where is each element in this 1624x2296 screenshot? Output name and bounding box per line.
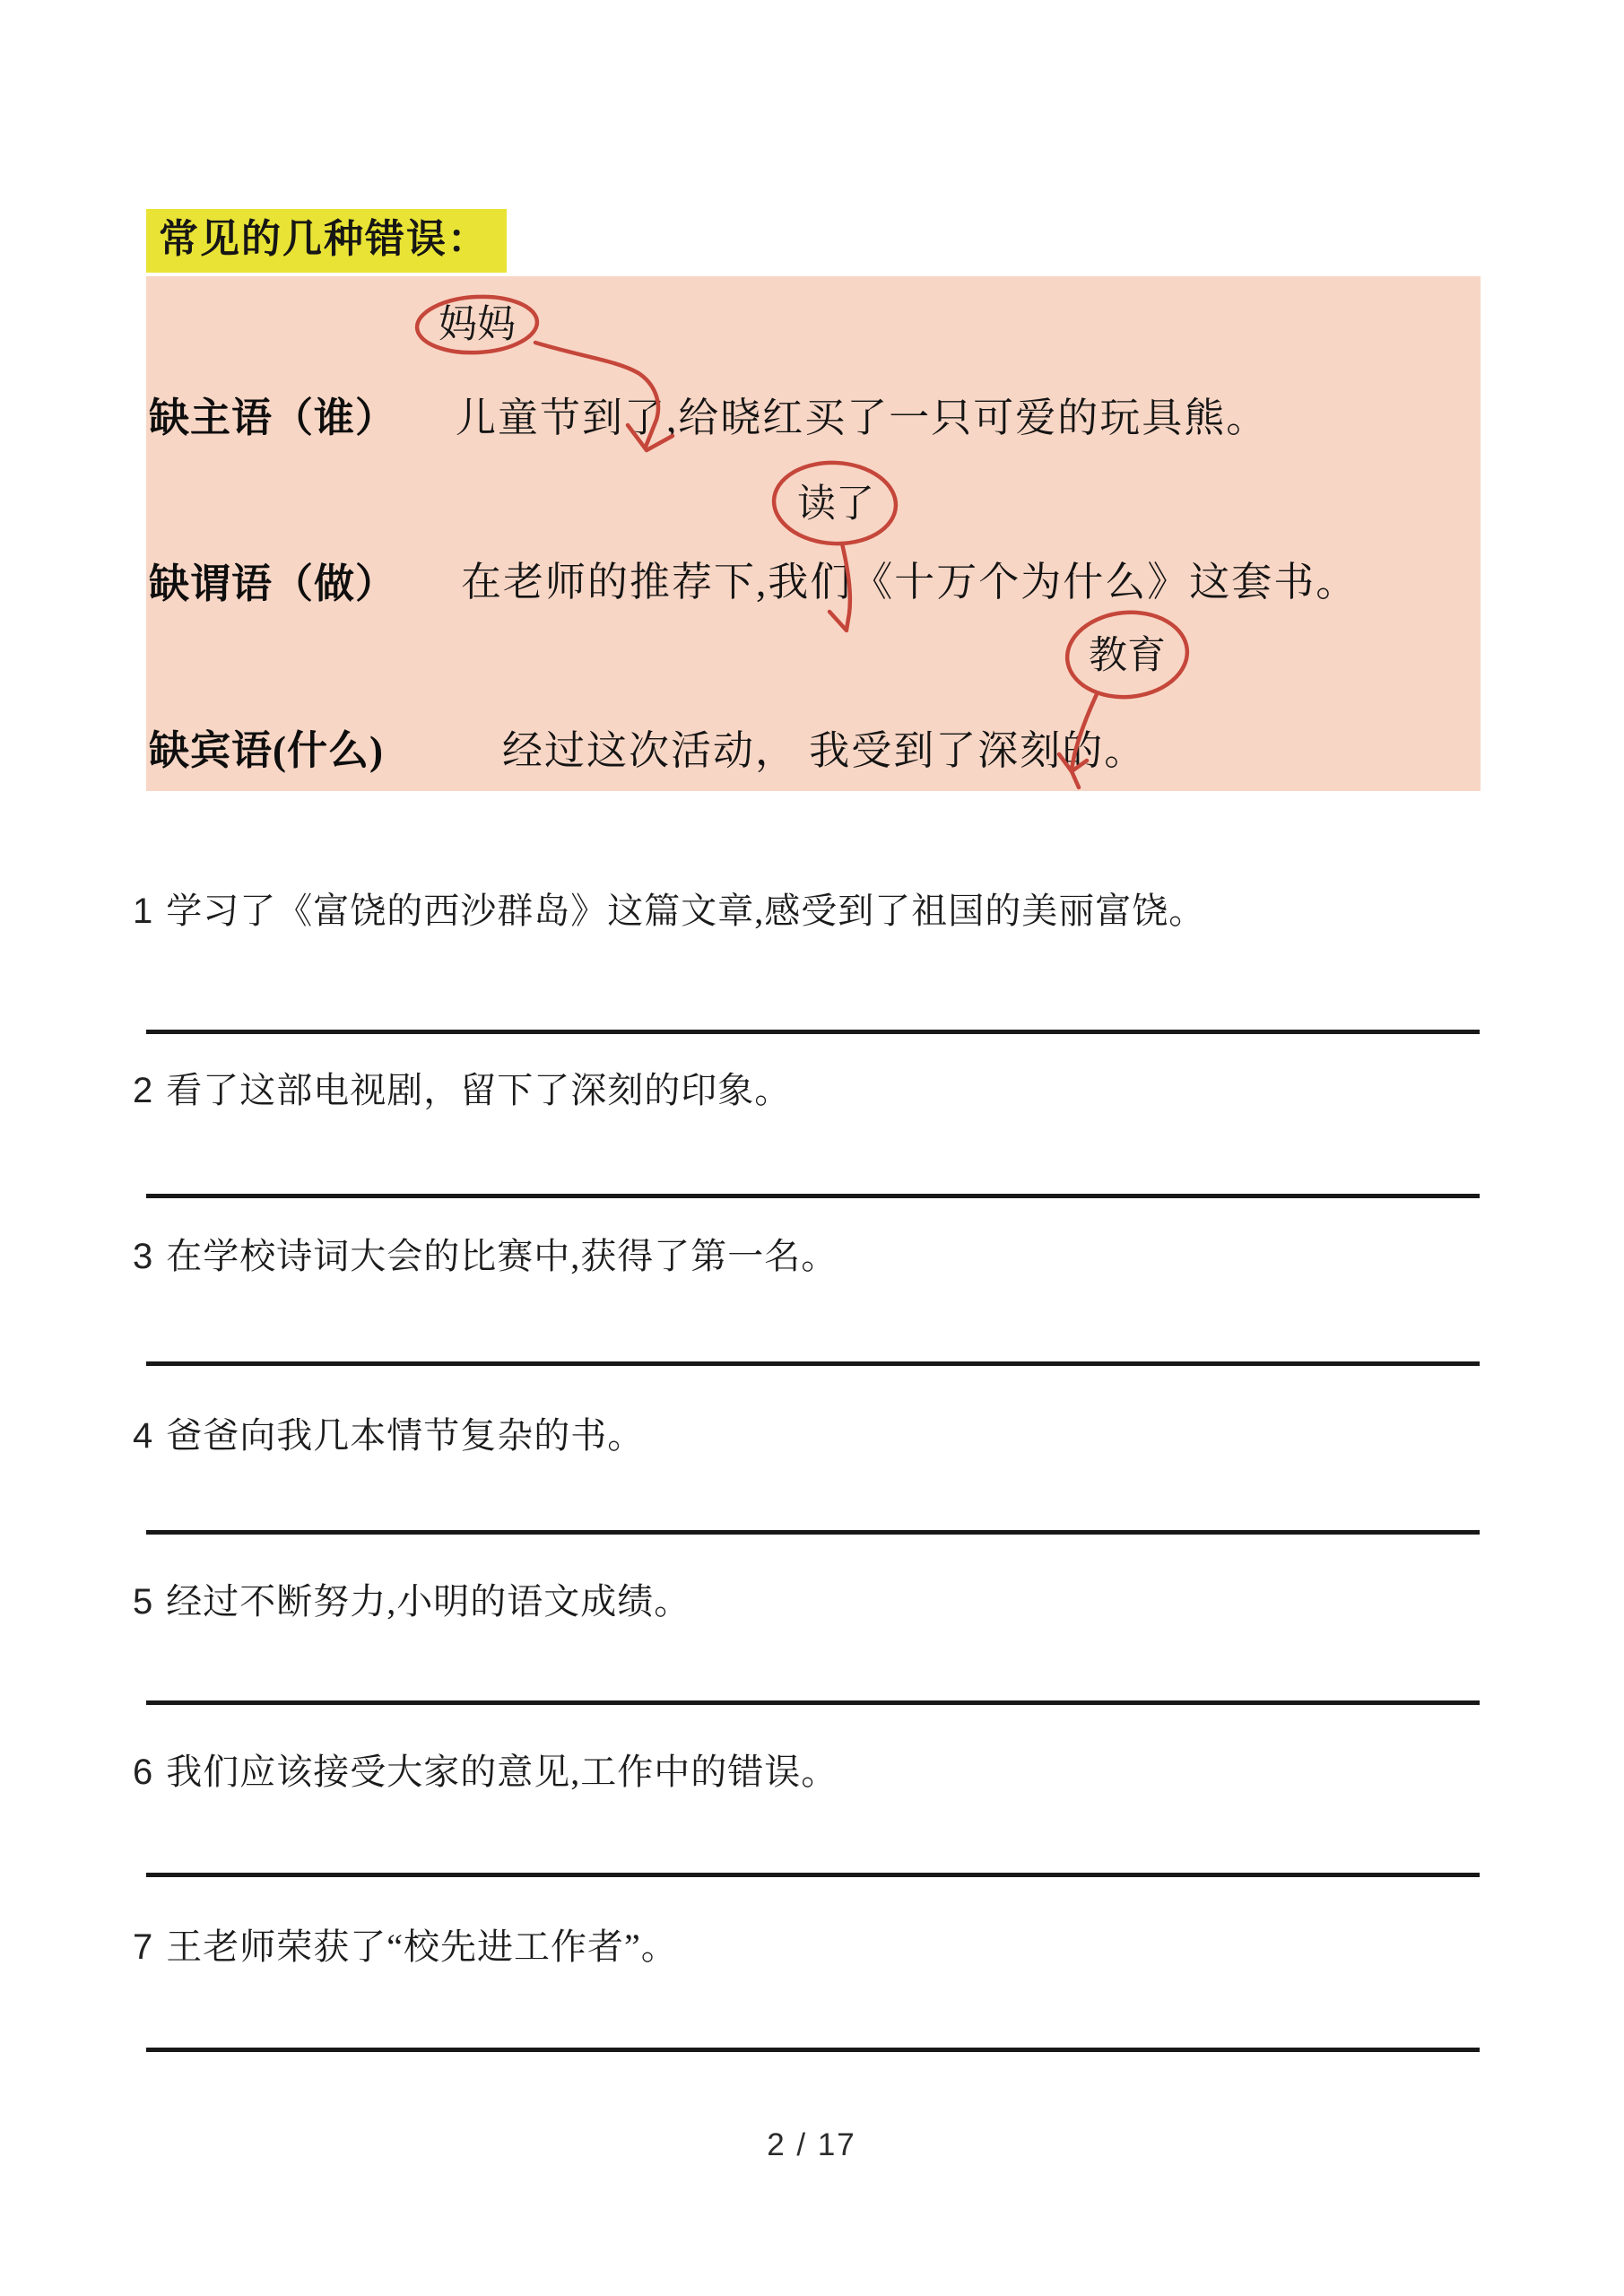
answer-line-2 xyxy=(146,1194,1480,1198)
exercise-number: 3 xyxy=(133,1237,154,1276)
exercise-number: 2 xyxy=(133,1071,154,1110)
correction-word-dule: 读了 xyxy=(797,483,874,526)
answer-line-7 xyxy=(146,2048,1480,2052)
exercise-item-5 xyxy=(133,1581,690,1622)
example-sentence-subject: 儿童节到了,给晓红买了一只可爱的玩具熊。 xyxy=(456,396,1269,440)
exercise-number: 5 xyxy=(133,1582,154,1622)
exercise-number: 4 xyxy=(133,1416,154,1456)
exercise-text: 学习了《富饶的西沙群岛》这篇文章,感受到了祖国的美丽富饶。 xyxy=(166,891,1206,931)
answer-line-5 xyxy=(146,1700,1480,1705)
exercise-text: 经过不断努力,小明的语文成绩。 xyxy=(166,1581,691,1622)
page-title: 常见的几种错误： xyxy=(146,209,507,273)
correction-word-mama: 妈妈 xyxy=(439,304,516,346)
exercise-item-4 xyxy=(133,1415,644,1457)
exercise-item-7 xyxy=(133,1926,678,1968)
exercise-text: 爸爸向我几本情节复杂的书。 xyxy=(166,1415,645,1456)
exercise-item-3 xyxy=(133,1236,838,1277)
exercise-text: 王老师荣获了“校先进工作者”。 xyxy=(166,1926,678,1967)
example-sentence-predicate: 在老师的推荐下,我们《十万个为什么》这套书。 xyxy=(461,560,1359,604)
exercise-text: 在学校诗词大会的比赛中,获得了第一名。 xyxy=(166,1236,838,1276)
answer-line-3 xyxy=(146,1361,1480,1366)
correction-word-jiaoyu: 教育 xyxy=(1089,635,1166,677)
example-sentence-object: 经过这次活动， 我受到了深刻的。 xyxy=(502,728,1147,773)
error-type-label-subject: 缺主语（谁） xyxy=(149,396,397,440)
exercise-number: 6 xyxy=(133,1752,154,1792)
exercise-item-2 xyxy=(133,1070,791,1111)
exercise-number: 7 xyxy=(133,1927,154,1967)
answer-line-6 xyxy=(146,1873,1480,1877)
answer-line-1 xyxy=(146,1030,1480,1034)
exercise-text: 我们应该接受大家的意见,工作中的错误。 xyxy=(166,1752,838,1792)
page-number: 2 / 17 xyxy=(767,2127,856,2162)
error-examples-box xyxy=(146,276,1481,791)
exercise-text: 看了这部电视剧，留下了深刻的印象。 xyxy=(166,1070,792,1110)
exercise-item-6 xyxy=(133,1752,838,1793)
error-type-label-predicate: 缺谓语（做） xyxy=(149,561,397,606)
error-type-label-object: 缺宾语(什么) xyxy=(149,728,384,773)
exercise-item-1 xyxy=(133,891,1205,932)
exercise-number: 1 xyxy=(133,891,154,931)
answer-line-4 xyxy=(146,1530,1480,1535)
